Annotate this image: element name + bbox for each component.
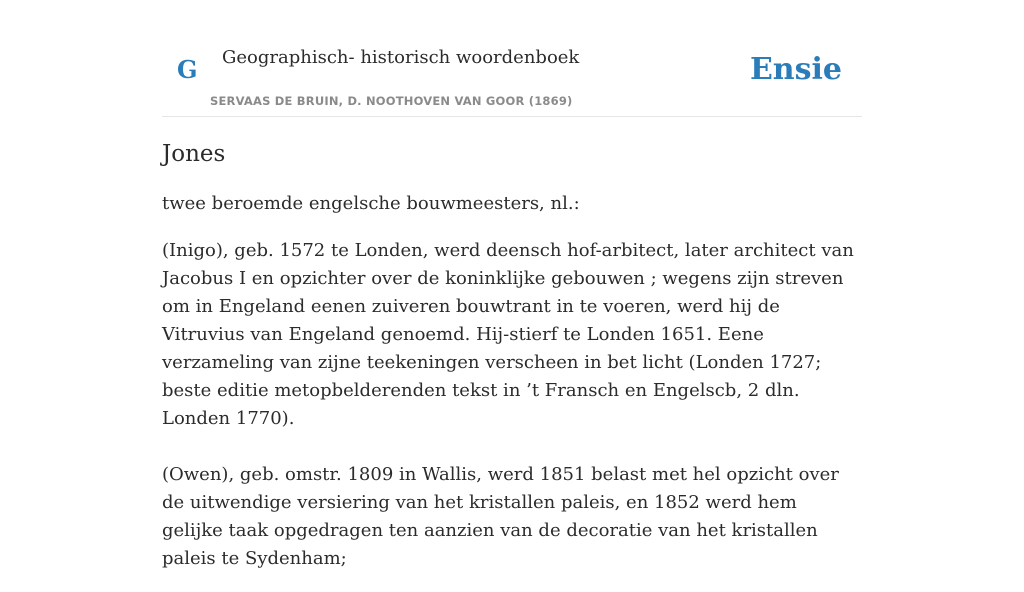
book-title-link[interactable]: Geographisch- historisch woordenboek: [222, 47, 580, 68]
page: [162, 0, 862, 569]
entry-content: [162, 190, 862, 592]
book-authors: SERVAAS DE BRUIN, D. NOOTHOVEN VAN GOOR (1869): [210, 94, 573, 108]
book-logo-icon[interactable]: G: [177, 55, 198, 84]
ensie-logo-link[interactable]: Ensie: [749, 52, 842, 87]
entry-title: Jones: [162, 141, 226, 167]
site-header: [162, 0, 862, 117]
entry-paragraph-owen: (Owen), geb. omstr. 1809 in Wallis, werd 1851 belast met hel opzicht over de uitwendige versiering van het kristallen paleis, en 1852 werd hem gelijke taak opgedragen ten aanzien van de decoratie van het kristallen paleis te Sydenham;: [162, 464, 839, 569]
entry-intro: twee beroemde engelsche bouwmeesters, nl.:: [162, 193, 580, 214]
entry-paragraph-inigo: (Inigo), geb. 1572 te Londen, werd deensch hof-arbitect, later architect van Jacobus I en opzichter over de koninklijke gebouwen ; wegens zijn streven om in Engeland eenen zuiveren bouwtrant in te voeren, werd hij de Vitruvius van Engeland genoemd. Hij-stierf te Londen 1651. Eene verzameling van zijne teekeningen verscheen in bet licht (Londen 1727; beste editie metopbelderenden tekst in ’t Fransch en Engelscb, 2 dln. Londen 1770).: [162, 240, 854, 429]
